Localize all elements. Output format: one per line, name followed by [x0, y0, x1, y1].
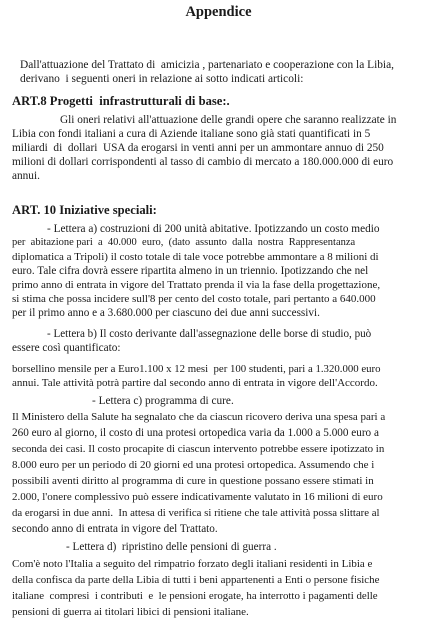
- art10-line: borsellino mensile per a Euro1.100 x 12 mesi per 100 studenti, pari a 1.320.000 euro: [12, 363, 381, 375]
- art10-line: si stima che possa incidere sull'8 per cento del costo totale, pari pertanto a 640.000: [12, 293, 376, 305]
- intro-line: derivano i seguenti oneri in relazione ai sotto indicati articoli:: [20, 73, 304, 85]
- art10-heading: ART. 10 Iniziative speciali:: [12, 203, 157, 217]
- art10-line: 8.000 euro per un periodo di 20 giorni ed una protesi ortopedica. Assumendo che i: [12, 459, 375, 471]
- art10-line: - Lettera c) programma di cure.: [92, 395, 234, 407]
- art10-line: 2.000, l'onere complessivo può essere indicativamente valutato in 16 milioni di euro: [12, 491, 383, 503]
- art8-line: milioni di dollari corrispondenti al tasso di cambio di mercato a 180.000.000 di euro: [12, 156, 394, 168]
- art10-line: essere così quantificato:: [12, 342, 121, 354]
- art10-line: euro. Tale cifra dovrà essere ripartita almeno in un triennio. Ipotizzando che nel: [12, 265, 369, 277]
- document-title: Appendice: [185, 4, 252, 20]
- art8-line: miliardi di dollari USA da erogarsi in venti anni per un ammontare annuo di 250: [12, 142, 384, 154]
- art10-line: da erogarsi in due anni. In attesa di verifica si ritiene che tale attività possa slittare al: [12, 507, 380, 519]
- art10-line: - Lettera d) ripristino delle pensioni di guerra .: [66, 541, 277, 553]
- art10-line: annui. Tale attività potrà partire dal secondo anno di entrata in vigore dell'Accordo.: [12, 377, 378, 389]
- art8-heading: ART.8 Progetti infrastrutturali di base:.: [12, 94, 230, 108]
- art10-line: per abitazione pari a 40.000 euro, (dato assunto dalla nostra Rappresentanza: [12, 237, 356, 248]
- art8-line: Libia con fondi italiani a cura di Aziende italiane sono già stati quantificati in 5: [12, 128, 371, 140]
- art8-line: Gli oneri relativi all'attuazione delle grandi opere che saranno realizzate in: [60, 114, 397, 126]
- art10-line: secondo anno di entrata in vigore del Trattato.: [12, 523, 218, 535]
- art10-line: diplomatica a Tripoli) il costo totale di tale voce potrebbe ammontare a 8 milioni di: [12, 251, 379, 263]
- art10-line: Il Ministero della Salute ha segnalato che da ciascun ricovero deriva una spesa pari a: [12, 411, 386, 423]
- art10-line: Com'è noto l'Italia a seguito del rimpatrio forzato degli italiani residenti in Libia e: [12, 558, 373, 570]
- art10-line: - Lettera a) costruzioni di 200 unità abitative. Ipotizzando un costo medio: [47, 223, 380, 235]
- art10-line: della confisca da parte della Libia di tutti i beni appartenenti a Enti o persone fisiche: [12, 574, 380, 586]
- art10-line: 260 euro al giorno, il costo di una protesi ortopedica varia da 1.000 a 5.000 euro a: [12, 427, 379, 439]
- art10-line: primo anno di entrata in vigore del Trattato prenda il via la fase della progettazione,: [12, 279, 381, 291]
- art10-line: italiane compresi i contributi e le pensioni erogate, ha interrotto i pagamenti delle: [12, 590, 378, 602]
- art10-line: pensioni di guerra ai titolari libici di pensioni italiane.: [12, 606, 249, 618]
- art10-line: - Lettera b) Il costo derivante dall'assegnazione delle borse di studio, può: [47, 328, 372, 340]
- art10-line: per il primo anno e a 3.680.000 per ciascuno dei due anni successivi.: [12, 307, 320, 319]
- art8-line: annui.: [12, 170, 40, 182]
- art10-line: possibili aventi diritto al programma di cure in questione possano essere stimati in: [12, 475, 374, 487]
- intro-line: Dall'attuazione del Trattato di amicizia , partenariato e cooperazione con la Libia,: [20, 59, 394, 71]
- art10-line: seconda dei casi. Il costo procapite di ciascun intervento potrebbe essere ipotizzato in: [12, 443, 385, 455]
